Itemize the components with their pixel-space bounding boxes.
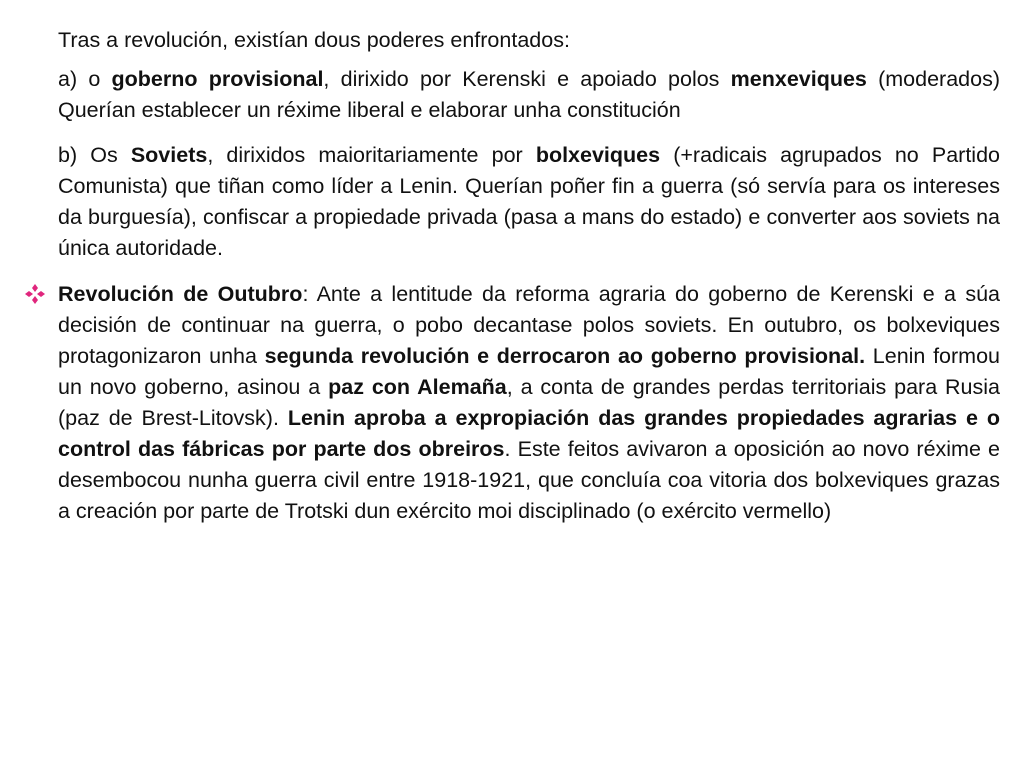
outubro-part: Lenin formou un novo goberno, asinou a	[58, 344, 1000, 399]
intro-text: Tras a revolución, existían dous poderes enfrontados:	[58, 28, 570, 52]
outubro-heading: Revolución de Outubro	[58, 282, 303, 306]
outubro-part: . Este feitos avivaron a oposición ao novo réxime e desembocou nunha guerra civil entre 1918-1921, que concluía coa vitoria dos bolxeviques grazas a creación por parte de Trotski dun exército moi disciplinado (o exército vermello)	[58, 437, 1000, 523]
point-a-part: (moderados) Querían establecer un réxime liberal e elaborar unha constitución	[58, 67, 1000, 122]
point-b-bold: bolxeviques	[535, 143, 661, 167]
point-a-part: a) o	[58, 67, 112, 91]
outubro-bold: segunda revolución e derrocaron ao goberno provisional.	[264, 344, 866, 368]
point-b-text	[58, 140, 1000, 264]
diamond-bullet-icon	[24, 283, 46, 305]
point-b-bold: Soviets	[130, 143, 208, 167]
outubro-bold: paz con Alemaña	[328, 375, 507, 399]
outubro-part: , a conta de grandes perdas territoriais para Rusia (paz de Brest-Litovsk).	[58, 375, 1000, 430]
outubro-part: : Ante a lentitude da reforma agraria do goberno de Kerenski e a súa decisión de continuar na guerra, o pobo decantase polos soviets. En outubro, os bolxeviques protagonizaron unha	[58, 282, 1000, 368]
point-b-part: b) Os	[58, 143, 131, 167]
outubro-bold: Lenin aproba a expropiación das grandes propiedades agrarias e o control das fábricas por parte dos obreiros	[58, 406, 1000, 461]
point-a-part: , dirixido por Kerenski e apoiado polos	[323, 67, 731, 91]
point-b-part: (+radicais agrupados no Partido Comunista) que tiñan como líder a Lenin. Querían poñer fin a guerra (só servía para os intereses da burguesía), confiscar a propiedade privada (pasa a mans do estado) e converter aos soviets na única autoridade.	[58, 143, 1000, 260]
point-a-text	[58, 64, 1000, 126]
outubro-text	[58, 279, 1000, 527]
point-a-bold: menxeviques	[730, 67, 867, 91]
point-a-bold: goberno provisional	[111, 67, 324, 91]
point-b-part: , dirixidos maioritariamente por	[207, 143, 536, 167]
